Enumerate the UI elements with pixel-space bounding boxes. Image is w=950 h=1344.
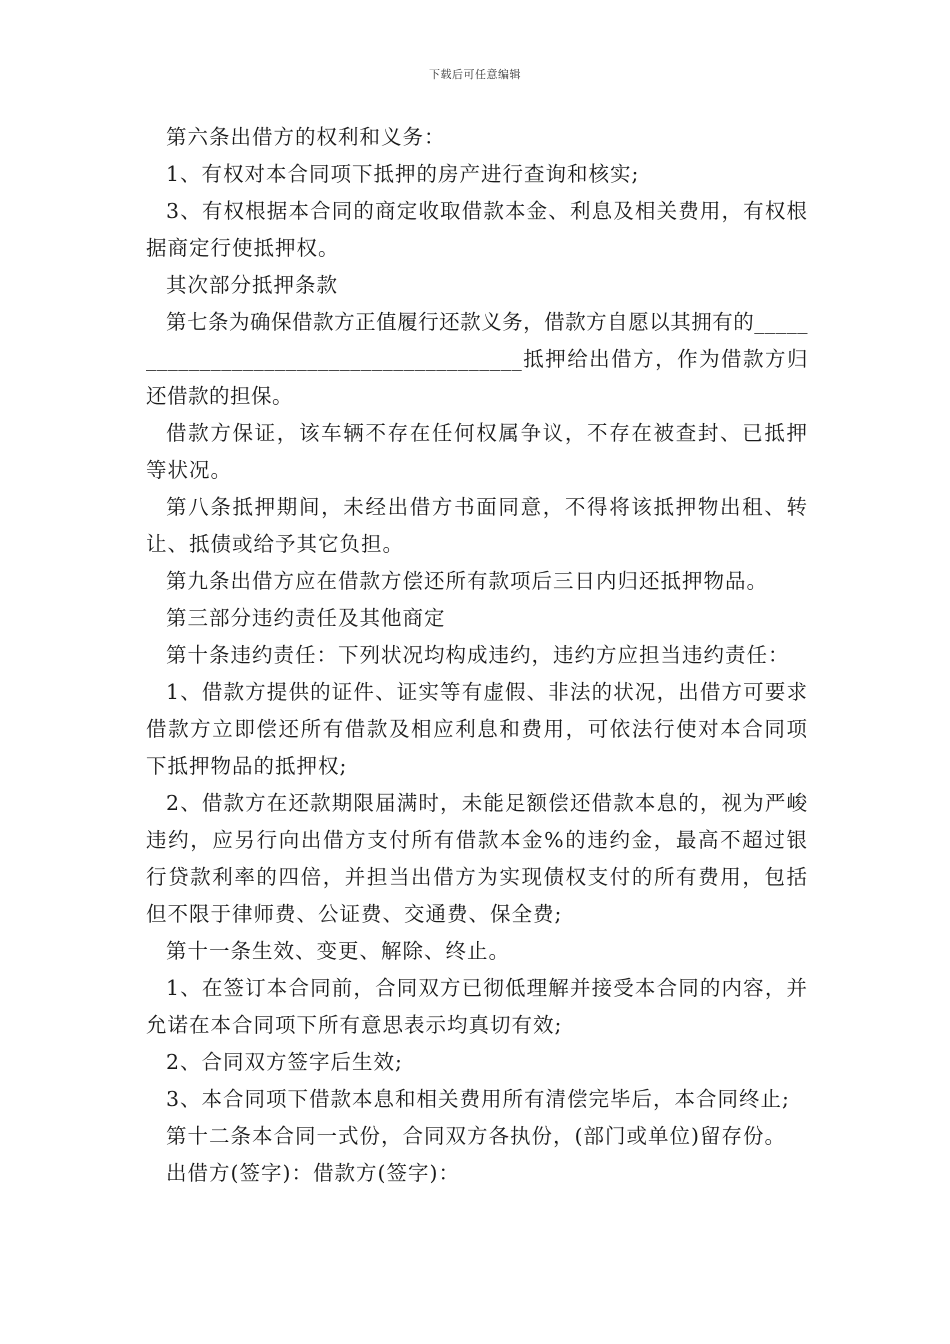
page-header: 下载后可任意编辑: [429, 68, 521, 81]
paragraph: 其次部分抵押条款: [166, 273, 338, 297]
paragraph: 1、有权对本合同项下抵押的房产进行查询和核实;: [166, 162, 640, 186]
document-body: [146, 119, 808, 1192]
paragraph: 第三部分违约责任及其他商定: [166, 606, 446, 630]
signature-line: 出借方(签字)：借款方(签字)：: [166, 1161, 460, 1185]
paragraph: 第六条出借方的权利和义务：: [166, 125, 446, 149]
paragraph: 借款方保证，该车辆不存在任何权属争议，不存在被查封、已抵押等状况。: [146, 421, 808, 482]
paragraph: 1、在签订本合同前，合同双方已彻低理解并接受本合同的内容，并允诺在本合同项下所有意思表示均真切有效;: [146, 976, 808, 1037]
paragraph: 第十一条生效、变更、解除、终止。: [166, 939, 510, 963]
paragraph: 1、借款方提供的证件、证实等有虚假、非法的状况，出借方可要求借款方立即偿还所有借款及相应利息和费用，可依法行使对本合同项下抵押物品的抵押权;: [146, 680, 808, 778]
paragraph: 2、借款方在还款期限届满时，未能足额偿还借款本息的，视为严峻违约，应另行向出借方支付所有借款本金%的违约金，最高不超过银行贷款利率的四倍，并担当出借方为实现债权支付的所有费用，包括但不限于律师费、公证费、交通费、保全费;: [146, 791, 808, 926]
paragraph: 2、合同双方签字后生效;: [166, 1050, 403, 1074]
paragraph: 第七条为确保借款方正值履行还款义务，借款方自愿以其拥有的________________________________________抵押给出借方，作为借款方归还借款的担保。: [146, 310, 808, 408]
paragraph: 3、有权根据本合同的商定收取借款本金、利息及相关费用，有权根据商定行使抵押权。: [146, 199, 808, 260]
paragraph: 第八条抵押期间，未经出借方书面同意，不得将该抵押物出租、转让、抵债或给予其它负担。: [146, 495, 808, 556]
paragraph: 第九条出借方应在借款方偿还所有款项后三日内归还抵押物品。: [166, 569, 768, 593]
paragraph: 第十条违约责任：下列状况均构成违约，违约方应担当违约责任：: [166, 643, 790, 667]
paragraph: 第十二条本合同一式份，合同双方各执份，(部门或单位)留存份。: [166, 1124, 786, 1148]
paragraph: 3、本合同项下借款本息和相关费用所有清偿完毕后，本合同终止;: [166, 1087, 790, 1111]
